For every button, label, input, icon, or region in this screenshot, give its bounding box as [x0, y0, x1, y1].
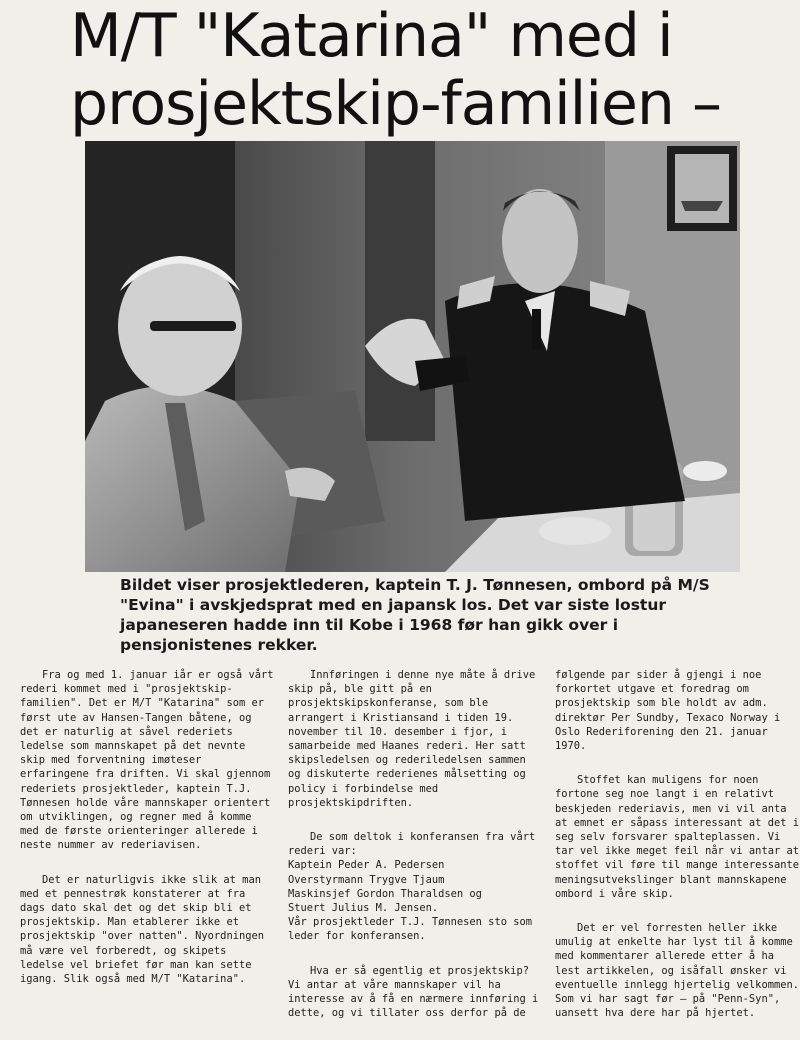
article-column-1	[20, 668, 276, 1006]
headline	[70, 2, 790, 138]
headline-line-1: M/T "Katarina" med i	[70, 1, 673, 71]
paragraph: Stoffet kan muligens for noen fortone seg noe langt i en relativt beskjeden rederiavis, men vi vil anta at emnet er såpass interessant at det i seg selv forsvarer spalteplassen. Vi tar vel ikke meget feil når vi antar at stoffet vil føre til mange interessante meningsutvekslinger blant mannskapene ombord i våre skip.	[555, 774, 799, 900]
paragraph: Det er naturligvis ikke slik at man med et pennestrøk konstaterer at fra dags dato skal det og det skip bli et prosjektskip. Man etablerer ikke et prosjektskip "over natten". Nyordningen må være vel forberedt, og skipets ledelse vel briefet før man kan sette igang. Slik også med M/T "Katarina".	[20, 873, 264, 986]
list-item: Stuert Julius M. Jensen.	[288, 902, 439, 915]
list-item: Kaptein Peder A. Pedersen	[288, 859, 445, 872]
photo-ship-cabin-conversation	[85, 141, 740, 572]
list-item: Vår prosjektleder T.J. Tønnesen sto som leder for konferansen.	[288, 916, 532, 943]
paragraph: De som deltok i konferansen fra vårt rederi var:	[288, 831, 536, 858]
paragraph: Fra og med 1. januar iår er også vårt rederi kommet med i "prosjektskip-familien". Det er M/T "Katarina" som er først ute av Hansen-Tangen båtene, og det er naturlig at såvel rederiets ledelse som mannskapet på det nevnte skip med forventning imøteser erfaringene fra driften. Vi skal gjennom rederiets prosjektleder, kaptein T.J. Tønnesen holde våre mannskaper orientert om utviklingen, og regner med å komme med de første orienteringer allerede i neste nummer av rederiavisen.	[20, 669, 274, 852]
list-item: Maskinsjef Gordon Tharaldsen og	[288, 887, 482, 900]
paragraph: Innføringen i denne nye måte å drive skip på, ble gitt på en prosjektskipskonferanse, som ble arrangert i Kristiansand i tiden 19. november til 10. desember i fjor, i samarbeide med Haanes rederi. Her satt skipsledelsen og rederiledelsen sammen og diskuterte rederienes målsetting og policy i forbindelse med prosjektskipdriften.	[288, 669, 536, 809]
photo-caption: Bildet viser prosjektlederen, kaptein T. J. Tønnesen, ombord på M/S "Evina" i avskjedsprat med en japansk los. Det var siste lostur japaneseren hadde inn til Kobe i 1968 før han gikk over i pensjonistenes rekker.	[120, 576, 710, 654]
paragraph: Hva er så egentlig et prosjektskip? Vi antar at våre mannskaper vil ha interesse av å få en nærmere innføring i dette, og vi tillater oss derfor på de	[288, 964, 539, 1020]
article-column-2	[288, 668, 544, 1040]
photograph	[85, 141, 740, 572]
participants-list	[288, 858, 544, 943]
list-item: Overstyrmann Trygve Tjaum	[288, 873, 445, 886]
paragraph: Det er vel forresten heller ikke umulig at enkelte har lyst til å komme med kommentarer allerede etter å ha lest artikkelen, og isåfall ønsker vi eventuelle innlegg hjertelig velkommen. Som vi har sagt før – på "Penn-Syn", uansett hva dere har på hjertet.	[555, 922, 799, 1020]
paragraph: følgende par sider å gjengi i noe forkortet utgave et foredrag om prosjektskip som ble holdt av adm. direktør Per Sundby, Texaco Norway i Oslo Rederiforening den 21. januar 1970.	[555, 669, 781, 753]
article-column-3	[555, 668, 800, 1040]
headline-line-2: prosjektskip-familien –	[70, 69, 722, 139]
